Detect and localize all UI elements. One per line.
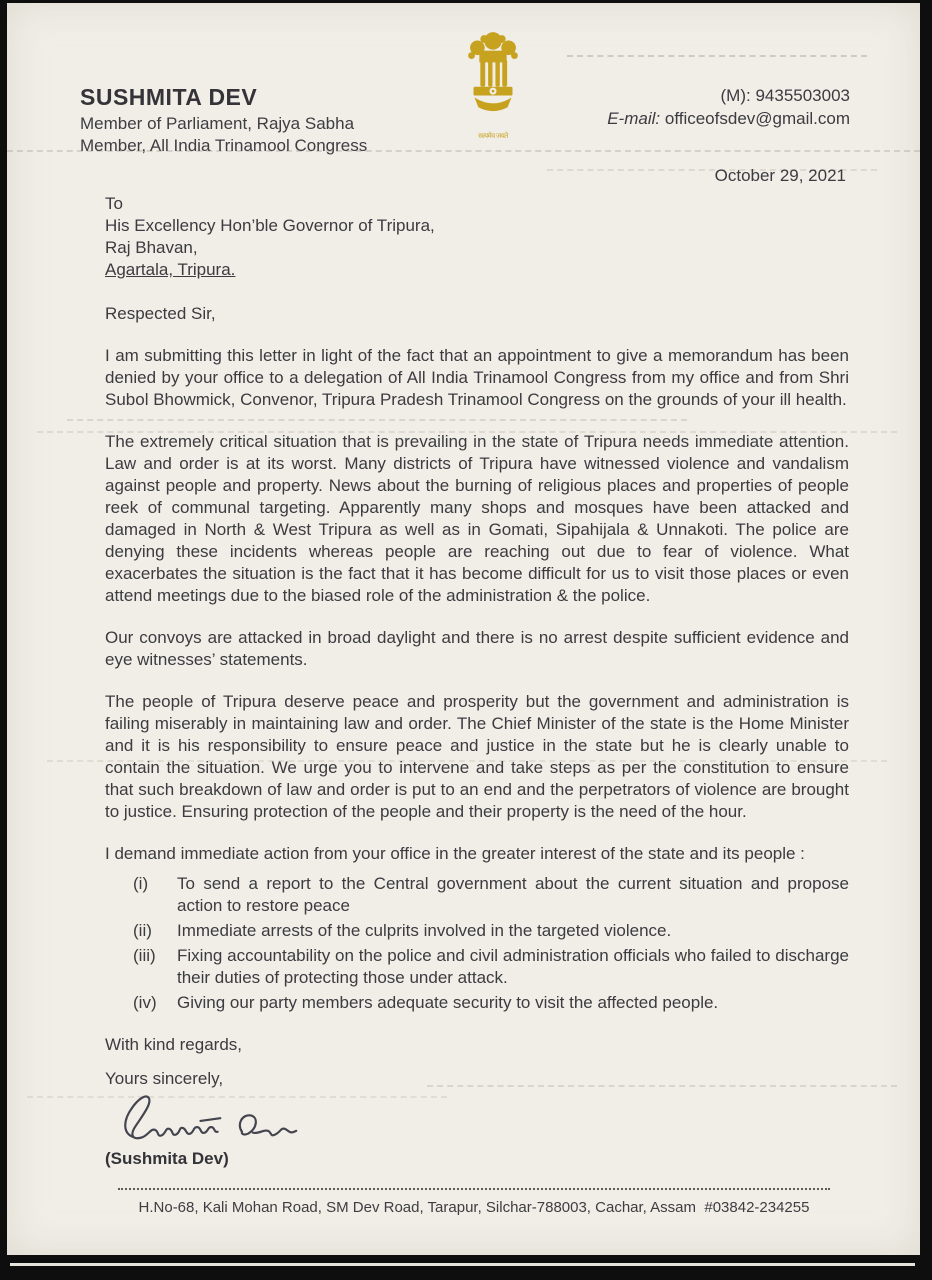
letterhead-role-1: Member of Parliament, Rajya Sabha xyxy=(80,113,355,133)
emblem-motto: सत्यमेव जयते xyxy=(478,133,508,140)
scan-edge-line xyxy=(10,1263,915,1266)
email-line xyxy=(607,108,850,131)
recipient-line-1: His Excellency Hon’ble Governor of Tripura, xyxy=(105,216,435,235)
email-address: officeofsdev@gmail.com xyxy=(664,108,850,128)
demand-item-3 xyxy=(105,945,849,989)
demand-marker: (ii) xyxy=(133,921,152,940)
signer-name: (Sushmita Dev) xyxy=(105,1149,229,1168)
salutation: Respected Sir, xyxy=(105,304,216,323)
closing-sincerely: Yours sincerely, xyxy=(105,1069,224,1088)
letter-page xyxy=(7,3,920,1255)
demand-item-4 xyxy=(105,992,849,1014)
demand-marker: (i) xyxy=(133,874,149,893)
letterhead-identity xyxy=(80,83,367,157)
scan-artifact-line xyxy=(567,55,867,57)
demand-item-1 xyxy=(105,873,849,917)
national-emblem-icon xyxy=(453,27,533,140)
phone-label: (M): xyxy=(720,86,751,105)
paragraph-3: Our convoys are attacked in broad daylight and there is no arrest despite sufficient evidence and eye witnesses’ statements. xyxy=(105,628,849,669)
letter-footer xyxy=(118,1188,830,1216)
handwritten-signature xyxy=(109,1092,849,1148)
footer-divider xyxy=(118,1188,830,1190)
phone-line xyxy=(607,85,850,108)
recipient-city: Agartala, Tripura. xyxy=(105,260,236,279)
phone-number: 9435503003 xyxy=(755,86,850,105)
demands-intro: I demand immediate action from your office in the greater interest of the state and its people : xyxy=(105,844,805,863)
email-label: E-mail: xyxy=(607,108,661,128)
demand-marker: (iv) xyxy=(133,993,157,1012)
letter-body xyxy=(105,193,849,1170)
paragraph-4: The people of Tripura deserve peace and prosperity but the government and administration is failing miserably in maintaining law and order. The Chief Minister of the state is the Home Minister and it is his responsibility to ensure peace and justice in the state but he is clearly unable to contain the situation. We urge you to intervene and take steps as per the constitution to ensure that such breakdown of law and order is put to an end and the perpetrators of violence are brought to justice. Ensuring protection of the people and their property is the need of the hour. xyxy=(105,692,849,821)
letter-date: October 29, 2021 xyxy=(714,166,846,185)
demand-marker: (iii) xyxy=(133,946,156,965)
paragraph-2: The extremely critical situation that is prevailing in the state of Tripura needs immediate attention. Law and order is at its worst. Many districts of Tripura have witnessed violence and vandalism against people and property. News about the burning of religious places and properties of people reek of communal targeting. Apparently many shops and mosques have been attacked and damaged in North & West Tripura as well as in Gomati, Sipahijala & Unnakoti. The police are denying these incidents whereas people are reaching out due to fear of violence. What exacerbates the situation is the fact that it has become difficult for us to visit those places or even attend meetings due to the biased role of the administration & the police. xyxy=(105,432,849,605)
ashoka-lion-capital-icon xyxy=(454,27,532,127)
letterhead-name: SUSHMITA DEV xyxy=(80,84,258,110)
demand-text: To send a report to the Central government about the current situation and propose action to restore peace xyxy=(177,874,849,915)
recipient-to-label: To xyxy=(105,194,123,213)
demand-text: Immediate arrests of the culprits involved in the targeted violence. xyxy=(177,921,672,940)
footer-address: H.No-68, Kali Mohan Road, SM Dev Road, Tarapur, Silchar-788003, Cachar, Assam #03842-234255 xyxy=(138,1199,810,1216)
recipient-line-2: Raj Bhavan, xyxy=(105,238,198,257)
recipient-line-3 xyxy=(105,259,849,281)
recipient-block xyxy=(105,193,849,281)
demand-text: Fixing accountability on the police and civil administration officials who failed to discharge their duties of protecting those under attack. xyxy=(177,946,849,987)
signature-scribble-icon xyxy=(109,1092,319,1148)
letterhead-contact xyxy=(607,85,850,131)
paragraph-1: I am submitting this letter in light of the fact that an appointment to give a memorandum has been denied by your office to a delegation of All India Trinamool Congress from my office and from Shri Subol Bhowmick, Convenor, Tripura Pradesh Trinamool Congress on the grounds of your ill health. xyxy=(105,346,849,409)
closing-regards: With kind regards, xyxy=(105,1035,242,1054)
demand-text: Giving our party members adequate security to visit the affected people. xyxy=(177,993,719,1012)
demand-item-2 xyxy=(105,920,849,942)
letterhead-role-2: Member, All India Trinamool Congress xyxy=(80,135,368,155)
